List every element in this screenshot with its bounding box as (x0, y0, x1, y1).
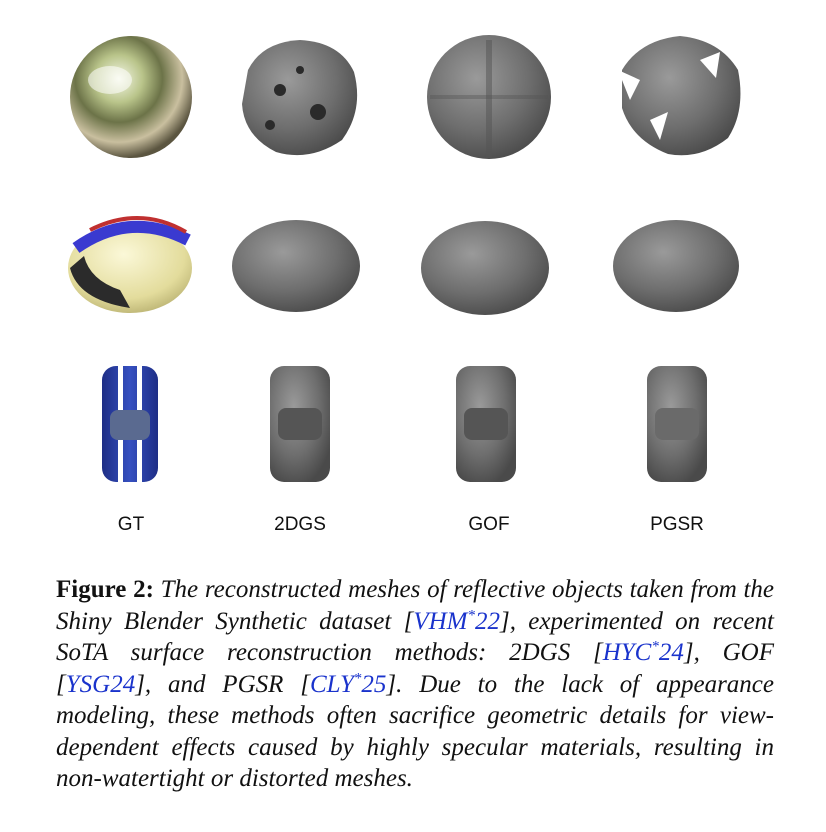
sphere-gof (427, 35, 551, 159)
helmet-pgsr (613, 220, 739, 312)
helmet-gt (68, 218, 192, 313)
column-label-pgsr: PGSR (650, 514, 704, 535)
column-label-gof: GOF (468, 514, 510, 535)
car-gt (102, 366, 158, 482)
caption-label: Figure 2: (56, 576, 154, 603)
citation-vhm22[interactable]: VHM*22 (413, 607, 500, 635)
sphere-pgsr (618, 36, 740, 155)
column-label-2dgs: 2DGS (274, 514, 326, 535)
helmet-gof (421, 221, 549, 315)
sphere-2dgs (242, 40, 357, 155)
car-2dgs (270, 366, 330, 482)
figure-caption (56, 574, 774, 795)
sphere-gt (70, 36, 192, 158)
helmet-2dgs (232, 220, 360, 312)
caption-text-2: ], experimented on recent SoTA surface reconstruction methods: 2DGS [ (56, 607, 774, 666)
caption-text-5: ]. Due to the lack of appearance modeling, these methods often sacrifice geometric details for view-dependent effects caused by highly specular materials, resulting in non-watertight or distorted meshes. (56, 670, 774, 792)
caption-text-3: ], GOF [ (56, 639, 774, 698)
caption-text-4: ], and PGSR [ (135, 670, 310, 698)
car-pgsr (647, 366, 707, 482)
citation-ysg24[interactable]: YSG24 (65, 670, 136, 698)
caption-text-1: The reconstructed meshes of reflective objects taken from the Shiny Blender Synthetic dataset [ (56, 576, 775, 635)
citation-cly25[interactable]: CLY*25 (309, 670, 387, 698)
citation-hyc24[interactable]: HYC*24 (602, 638, 684, 666)
column-label-gt: GT (117, 514, 145, 535)
car-gof (456, 366, 516, 482)
